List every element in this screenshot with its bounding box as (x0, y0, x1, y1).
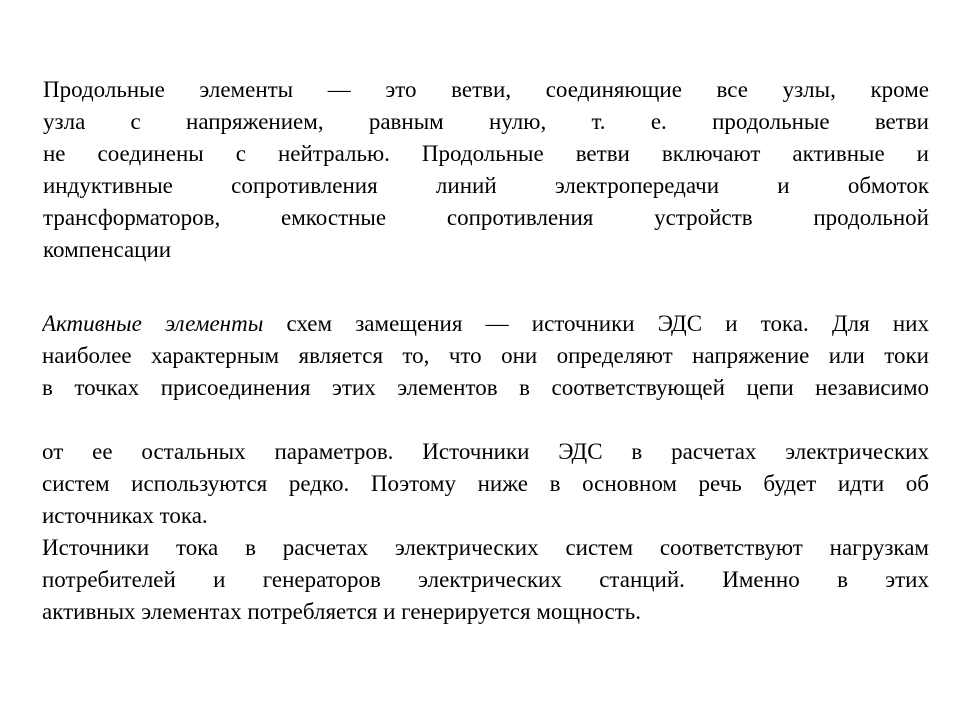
paragraph2-line-2: наиболее характерным является то, что они определяют напряжение или токи (42, 343, 929, 368)
paragraph2-line-6: источниках тока. (42, 503, 208, 528)
paragraph1-line-2: узла с напряжением, равным нулю, т. е. продольные ветви (43, 109, 929, 134)
paragraph1-line-1: Продольные элементы — это ветви, соединяющие все узлы, кроме (43, 77, 929, 102)
paragraph1-line-3: не соединены с нейтралью. Продольные ветви включают активные и (43, 141, 929, 166)
paragraph1-line-5: трансформаторов, емкостные сопротивления устройств продольной (43, 205, 929, 230)
paragraph1-line-4: индуктивные сопротивления линий электропередачи и обмоток (43, 173, 929, 198)
paragraph1-line-6: компенсации (43, 237, 172, 262)
paragraph2-line-8: потребителей и генераторов электрических станций. Именно в этих (42, 567, 929, 592)
active-elements-term: Активные элементы (42, 311, 264, 336)
paragraph2-line-3: в точках присоединения этих элементов в соответствующей цепи независимо (42, 375, 929, 400)
paragraph2-line-1 (42, 308, 929, 340)
paragraph2-line-5: систем используются редко. Поэтому ниже в основном речь будет идти об (42, 471, 929, 496)
paragraph2-line-4: от ее остальных параметров. Источники ЭДС в расчетах электрических (42, 439, 929, 464)
paragraph2-line-1-rest: схем замещения — источники ЭДС и тока. Для них (263, 311, 929, 336)
paragraph2-line-9: активных элементах потребляется и генерируется мощность. (42, 599, 641, 624)
paragraph2-line-7: Источники тока в расчетах электрических систем соответствуют нагрузкам (42, 535, 929, 560)
